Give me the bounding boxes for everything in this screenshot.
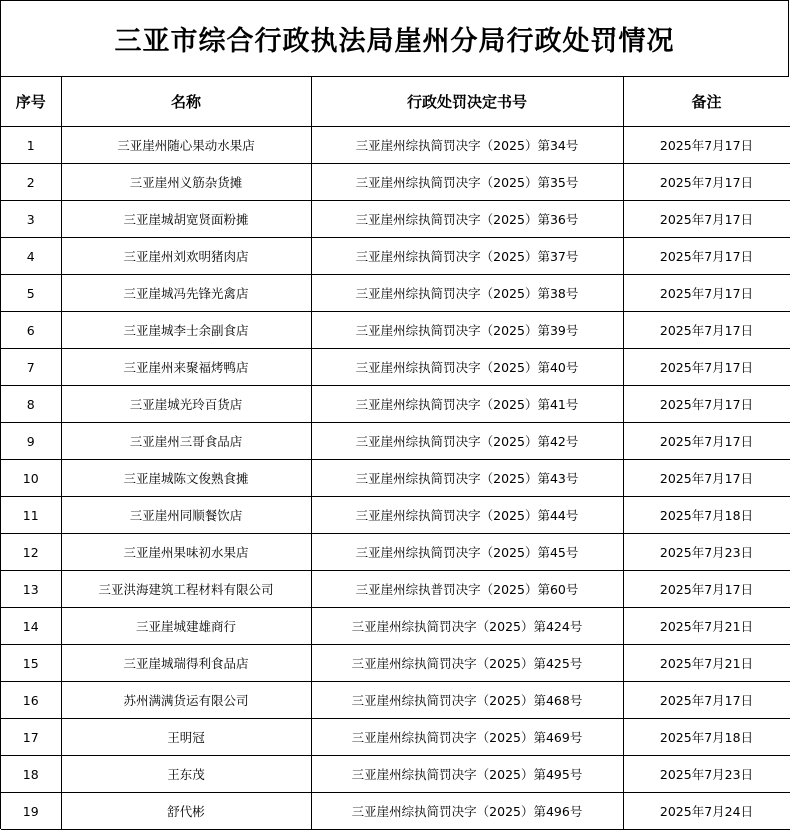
row-name: 三亚崖城冯先锋光禽店 — [61, 275, 311, 312]
row-name: 舒代彬 — [61, 793, 311, 830]
row-name: 三亚崖城瑞得利食品店 — [61, 645, 311, 682]
table-row — [1, 312, 790, 349]
table-row — [1, 460, 790, 497]
row-decision-number: 三亚崖州综执简罚决字（2025）第39号 — [311, 312, 623, 349]
table-row — [1, 349, 790, 386]
row-decision-number: 三亚崖州综执普罚决字（2025）第60号 — [311, 571, 623, 608]
row-remark: 2025年7月18日 — [623, 497, 790, 534]
table-body — [1, 127, 790, 830]
row-remark: 2025年7月17日 — [623, 127, 790, 164]
row-index: 3 — [1, 201, 61, 238]
row-index: 14 — [1, 608, 61, 645]
row-remark: 2025年7月21日 — [623, 608, 790, 645]
row-index: 4 — [1, 238, 61, 275]
row-decision-number: 三亚崖州综执简罚决字（2025）第34号 — [311, 127, 623, 164]
row-remark: 2025年7月17日 — [623, 349, 790, 386]
row-remark: 2025年7月24日 — [623, 793, 790, 830]
table-row — [1, 534, 790, 571]
row-decision-number: 三亚崖州综执简罚决字（2025）第469号 — [311, 719, 623, 756]
header-index: 序号 — [1, 77, 61, 127]
row-decision-number: 三亚崖州综执简罚决字（2025）第496号 — [311, 793, 623, 830]
table-row — [1, 719, 790, 756]
row-index: 2 — [1, 164, 61, 201]
table-row — [1, 201, 790, 238]
table-row — [1, 127, 790, 164]
row-index: 5 — [1, 275, 61, 312]
row-decision-number: 三亚崖州综执简罚决字（2025）第43号 — [311, 460, 623, 497]
header-row — [1, 77, 790, 127]
row-index: 18 — [1, 756, 61, 793]
row-remark: 2025年7月17日 — [623, 423, 790, 460]
table-row — [1, 756, 790, 793]
row-index: 9 — [1, 423, 61, 460]
row-decision-number: 三亚崖州综执简罚决字（2025）第44号 — [311, 497, 623, 534]
row-remark: 2025年7月17日 — [623, 682, 790, 719]
row-remark: 2025年7月17日 — [623, 201, 790, 238]
page-title: 三亚市综合行政执法局崖州分局行政处罚情况 — [1, 1, 789, 77]
table-row — [1, 497, 790, 534]
table-row — [1, 793, 790, 830]
table-row — [1, 386, 790, 423]
row-remark: 2025年7月21日 — [623, 645, 790, 682]
row-name: 三亚崖城李士余副食店 — [61, 312, 311, 349]
row-decision-number: 三亚崖州综执简罚决字（2025）第468号 — [311, 682, 623, 719]
row-remark: 2025年7月18日 — [623, 719, 790, 756]
row-decision-number: 三亚崖州综执简罚决字（2025）第45号 — [311, 534, 623, 571]
header-decision-number: 行政处罚决定书号 — [311, 77, 623, 127]
row-name: 三亚崖州来聚福烤鸭店 — [61, 349, 311, 386]
row-name: 三亚崖城建雄商行 — [61, 608, 311, 645]
row-index: 17 — [1, 719, 61, 756]
row-name: 三亚崖州同顺餐饮店 — [61, 497, 311, 534]
row-name: 三亚崖州三哥食品店 — [61, 423, 311, 460]
row-name: 三亚崖城陈文俊熟食摊 — [61, 460, 311, 497]
row-index: 6 — [1, 312, 61, 349]
row-name: 三亚崖州刘欢明猪肉店 — [61, 238, 311, 275]
row-index: 13 — [1, 571, 61, 608]
row-name: 三亚洪海建筑工程材料有限公司 — [61, 571, 311, 608]
row-remark: 2025年7月23日 — [623, 534, 790, 571]
row-remark: 2025年7月17日 — [623, 571, 790, 608]
row-index: 12 — [1, 534, 61, 571]
row-name: 三亚崖州随心果动水果店 — [61, 127, 311, 164]
row-name: 王东茂 — [61, 756, 311, 793]
row-name: 王明冠 — [61, 719, 311, 756]
row-index: 8 — [1, 386, 61, 423]
row-index: 15 — [1, 645, 61, 682]
table-row — [1, 275, 790, 312]
penalty-table — [1, 77, 790, 830]
table-row — [1, 682, 790, 719]
table-row — [1, 238, 790, 275]
table-row — [1, 423, 790, 460]
row-name: 三亚崖州义筋杂货摊 — [61, 164, 311, 201]
row-name: 三亚崖州果味初水果店 — [61, 534, 311, 571]
row-decision-number: 三亚崖州综执简罚决字（2025）第425号 — [311, 645, 623, 682]
row-index: 19 — [1, 793, 61, 830]
row-decision-number: 三亚崖州综执简罚决字（2025）第42号 — [311, 423, 623, 460]
row-index: 11 — [1, 497, 61, 534]
row-remark: 2025年7月17日 — [623, 312, 790, 349]
row-remark: 2025年7月17日 — [623, 275, 790, 312]
table-row — [1, 645, 790, 682]
row-decision-number: 三亚崖州综执简罚决字（2025）第35号 — [311, 164, 623, 201]
row-decision-number: 三亚崖州综执简罚决字（2025）第41号 — [311, 386, 623, 423]
row-name: 三亚崖城胡宽贤面粉摊 — [61, 201, 311, 238]
row-index: 10 — [1, 460, 61, 497]
table-row — [1, 608, 790, 645]
row-remark: 2025年7月17日 — [623, 460, 790, 497]
row-decision-number: 三亚崖州综执简罚决字（2025）第38号 — [311, 275, 623, 312]
row-name: 苏州满满货运有限公司 — [61, 682, 311, 719]
row-decision-number: 三亚崖州综执简罚决字（2025）第495号 — [311, 756, 623, 793]
row-remark: 2025年7月17日 — [623, 386, 790, 423]
row-remark: 2025年7月23日 — [623, 756, 790, 793]
table-row — [1, 164, 790, 201]
row-remark: 2025年7月17日 — [623, 238, 790, 275]
row-decision-number: 三亚崖州综执简罚决字（2025）第40号 — [311, 349, 623, 386]
row-remark: 2025年7月17日 — [623, 164, 790, 201]
header-remark: 备注 — [623, 77, 790, 127]
row-decision-number: 三亚崖州综执简罚决字（2025）第424号 — [311, 608, 623, 645]
row-decision-number: 三亚崖州综执简罚决字（2025）第36号 — [311, 201, 623, 238]
table-row — [1, 571, 790, 608]
row-index: 1 — [1, 127, 61, 164]
header-name: 名称 — [61, 77, 311, 127]
row-decision-number: 三亚崖州综执简罚决字（2025）第37号 — [311, 238, 623, 275]
row-name: 三亚崖城光玲百货店 — [61, 386, 311, 423]
row-index: 7 — [1, 349, 61, 386]
row-index: 16 — [1, 682, 61, 719]
